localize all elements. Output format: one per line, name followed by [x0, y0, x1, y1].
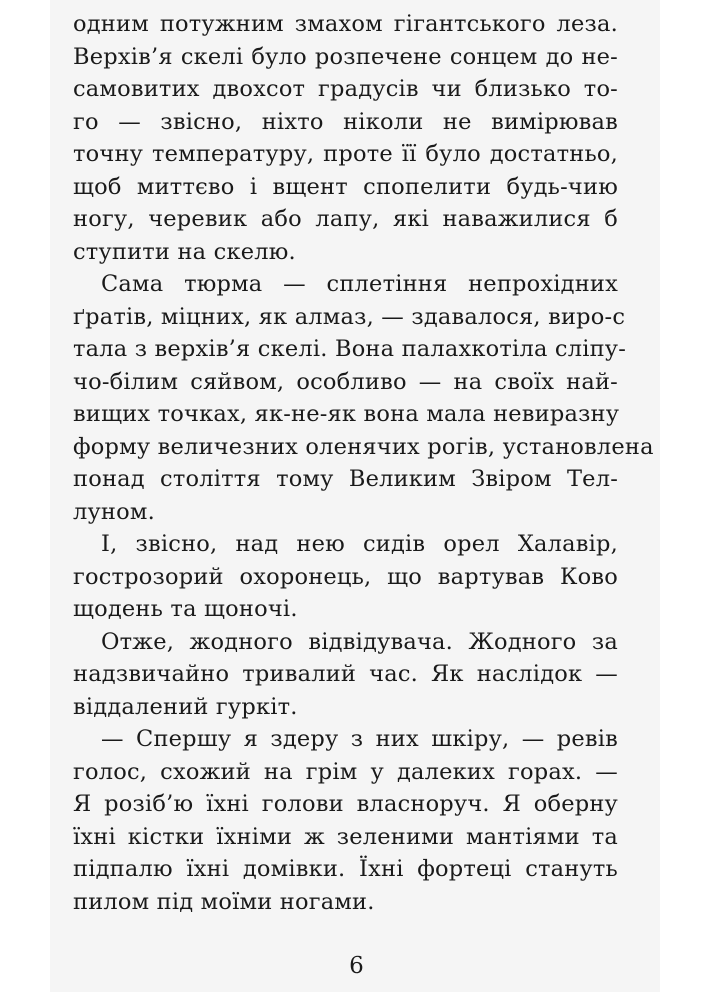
- text-line: ступити на скелю.: [73, 238, 296, 265]
- right-margin: [660, 0, 713, 992]
- text-line: надзвичайно тривалий час. Як наслідок —: [73, 661, 618, 687]
- page-number: 6: [349, 953, 364, 979]
- text-line: вищих точках, як-не-як вона мала невиразну: [73, 401, 620, 427]
- text-line: їхні кістки їхніми ж зеленими мантіями та: [73, 823, 618, 850]
- text-line: щоб миттєво і вщент спопелити будь-чию: [73, 173, 618, 200]
- text-line: понад століття тому Великим Звіром Тел-: [73, 466, 618, 492]
- paragraph-first-line: Сама тюрма — сплетіння непрохідних: [101, 271, 618, 297]
- text-line: форму величезних оленячих рогів, установлена: [73, 433, 654, 460]
- paragraph-first-line: — Спершу я здеру з них шкіру, — ревів: [101, 726, 618, 752]
- text-line: пилом під моїми ногами.: [73, 888, 375, 915]
- text-line: підпалю їхні домівки. Їхні фортеці стануть: [73, 856, 618, 882]
- text-line: самовитих двохсот градусів чи близько то-: [73, 76, 618, 102]
- text-line: луном.: [73, 498, 155, 525]
- text-line: гострозорий охоронець, що вартував Ково: [73, 563, 618, 590]
- text-line: Верхів’я скелі було розпечене сонцем до не-: [73, 43, 618, 70]
- text-line: точну температуру, проте її було достатньо,: [73, 141, 618, 167]
- text-line: го — звісно, ніхто ніколи не вимірював: [73, 108, 618, 135]
- body-text: [73, 8, 654, 918]
- text-line: ґратів, міцних, як алмаз, — здавалося, виро-с: [73, 303, 626, 330]
- text-line: одним потужним змахом гігантського леза.: [73, 11, 618, 37]
- text-line: Я розіб’ю їхні голови власноруч. Я оберну: [73, 791, 618, 817]
- text-line: віддалений гуркіт.: [73, 693, 298, 720]
- text-line: ногу, черевик або лапу, які наважилися б: [73, 206, 618, 232]
- text-line: щодень та щоночі.: [73, 596, 298, 622]
- paragraph-first-line: Отже, жодного відвідувача. Жодного за: [101, 628, 618, 655]
- text-line: голос, схожий на грім у далеких горах. —: [73, 758, 618, 785]
- text-line: тала з верхів’я скелі. Вона палахкотіла сліпу-: [73, 336, 627, 362]
- left-margin: [0, 0, 50, 992]
- paragraph-first-line: І, звісно, над нею сидів орел Халавір,: [101, 531, 618, 557]
- text-line: чо-білим сяйвом, особливо — на своїх най-: [73, 368, 618, 395]
